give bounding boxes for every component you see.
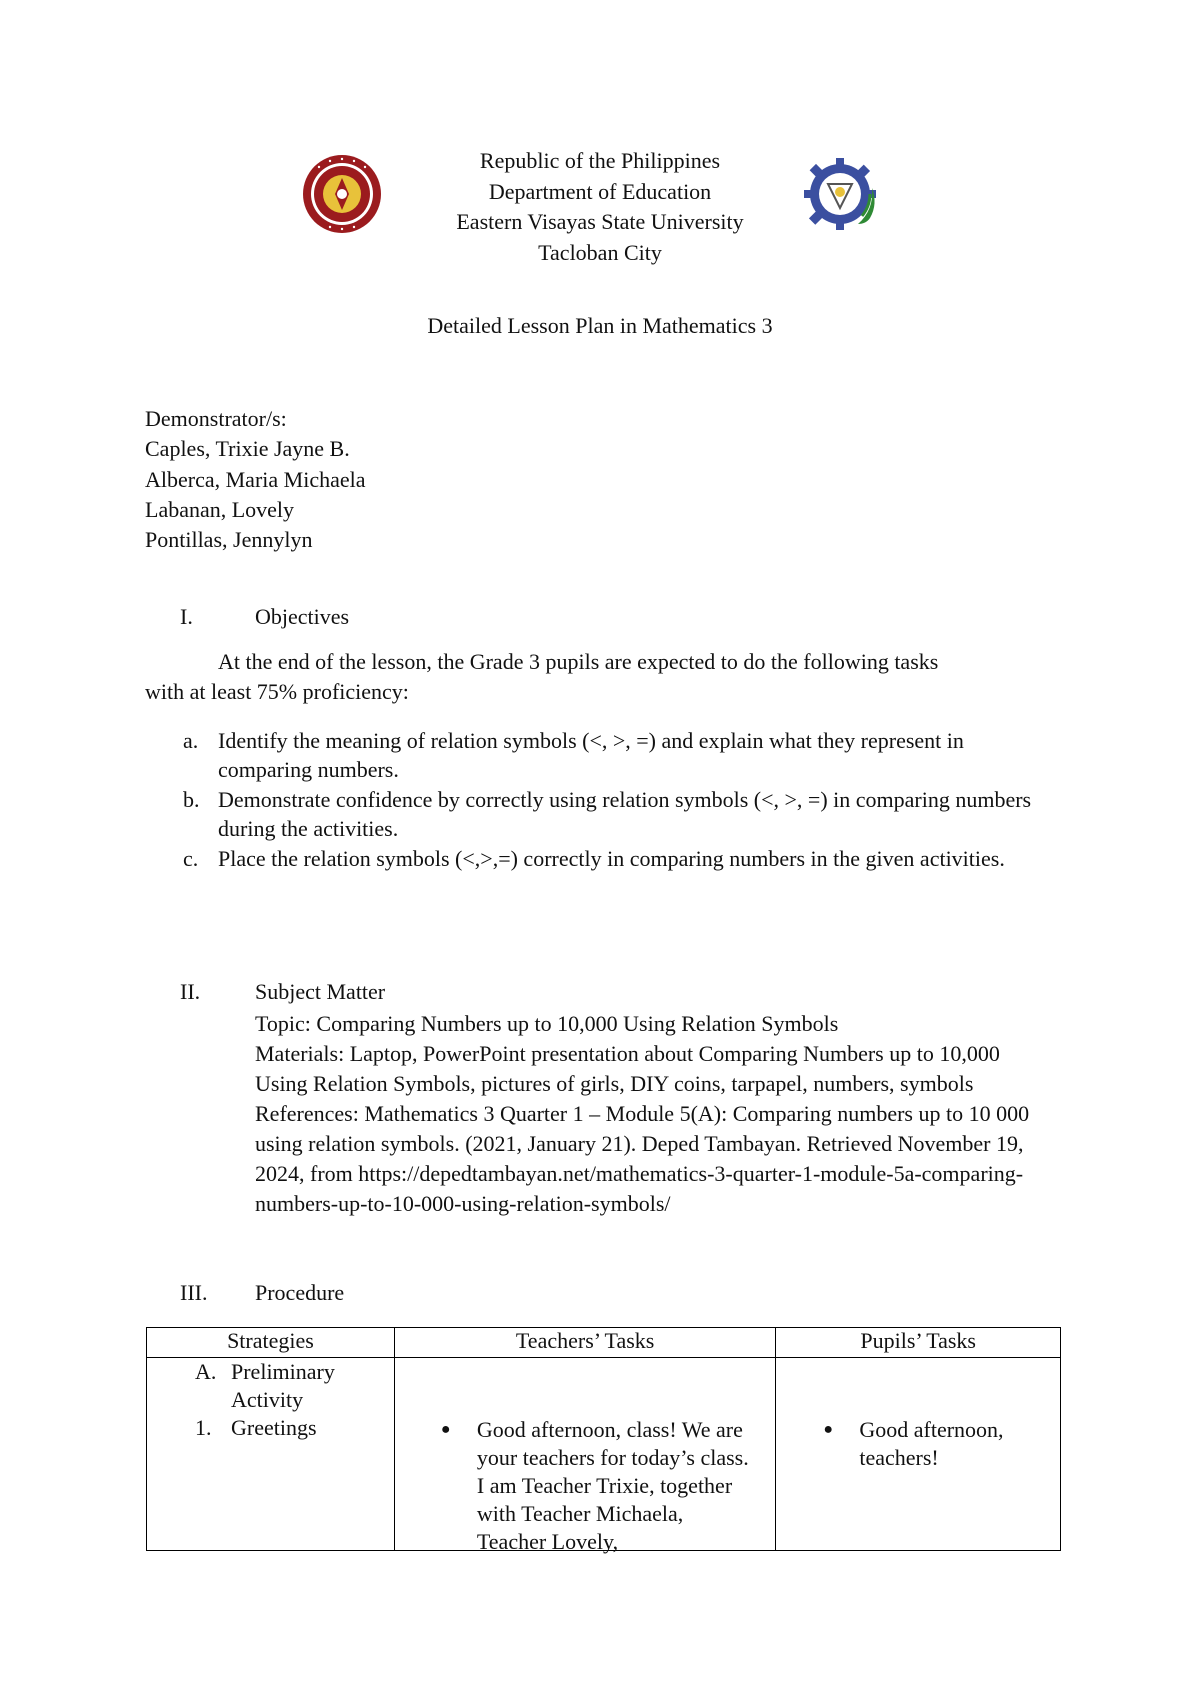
strategy-text: Activity [231,1387,304,1412]
column-header-pupils-tasks: Pupils’ Tasks [776,1328,1061,1358]
objectives-list [180,726,1050,874]
objective-letter: a. [183,728,199,753]
strategy-cell [147,1358,395,1551]
demonstrator-name: Pontillas, Jennylyn [145,527,313,553]
objective-text: Demonstrate confidence by correctly using relation symbols (<, >, =) in comparing numbers during the activities. [218,787,1032,841]
strategy-text: Greetings [231,1415,317,1440]
document-title: Detailed Lesson Plan in Mathematics 3 [427,313,773,338]
section-number: III. [180,1280,208,1305]
strategy-subitem [147,1414,394,1442]
header-line-department: Department of Education [488,178,712,204]
section-title: Subject Matter [255,979,386,1004]
teacher-task-cell [394,1358,775,1554]
procedure-table [146,1327,1061,1554]
section-title: Procedure [255,1280,345,1305]
table-row [147,1358,1061,1551]
table-header-row [147,1328,1061,1358]
header-line-city: Tacloban City [538,239,662,265]
header-line-republic: Republic of the Philippines [479,148,721,173]
subject-materials: Materials: Laptop, PowerPoint presentation about Comparing Numbers up to 10,000 Using Relation Symbols, pictures of girls, DIY coins, tarpapel, numbers, symbols [255,1041,1000,1096]
objectives-intro [145,647,1045,706]
pupil-task-cell [776,1358,1061,1551]
column-header-teachers-tasks: Teachers’ Tasks [394,1328,775,1358]
pupil-task-text: Good afternoon, teachers! [859,1417,1004,1470]
objective-item [180,726,1050,784]
teacher-task-text: Good afternoon, class! We are your teachers for today’s class. I am Teacher Trixie, together with Teacher Michaela, Teacher Lovely, [476,1417,749,1554]
objectives-intro-line: with at least 75% proficiency: [145,678,409,704]
bullet-icon: ● [823,1421,834,1438]
header-line-university: Eastern Visayas State University [456,209,744,234]
teacher-task-bullet [440,1416,752,1556]
objective-text: Place the relation symbols (<,>,=) correctly in comparing numbers in the given activities. [218,846,1005,871]
pupil-task-bullet [823,1416,1049,1472]
strategy-text: Preliminary [231,1359,335,1384]
demonstrator-name: Alberca, Maria Michaela [145,466,366,492]
demonstrator-name: Caples, Trixie Jayne B. [145,436,350,462]
bullet-icon: ● [440,1421,451,1438]
section-title: Objectives [255,604,350,629]
document-header [0,146,1200,268]
section-number: II. [180,979,201,1004]
subject-matter-body [255,1009,1045,1219]
objective-text: Identify the meaning of relation symbols (<, >, =) and explain what they represent in comparing numbers. [218,728,964,782]
strategy-number: 1. [195,1415,212,1440]
objective-item [180,785,1050,843]
demonstrators-block [145,404,366,555]
demonstrator-name: Labanan, Lovely [145,496,295,522]
objective-letter: b. [183,787,200,812]
subject-topic: Topic: Comparing Numbers up to 10,000 Using Relation Symbols [255,1011,839,1036]
objectives-intro-line: At the end of the lesson, the Grade 3 pupils are expected to do the following tasks [218,649,939,674]
demonstrators-label: Demonstrator/s: [145,406,287,431]
section-number: I. [180,604,193,629]
objective-item [180,844,1050,873]
subject-references: References: Mathematics 3 Quarter 1 – Module 5(A): Comparing numbers up to 10 000 using relation symbols. (2021, January 21). Deped Tambayan. Retrieved November 19, 2024, from https://depedtambayan.net/mathematics-3-quarter-1-module-5a-comparing-numbers-up-to-10-000-using-relation-symbols/ [255,1101,1030,1216]
objective-letter: c. [183,846,199,871]
column-header-strategies: Strategies [147,1328,395,1358]
strategy-item [147,1358,394,1414]
strategy-letter: A. [195,1359,217,1384]
